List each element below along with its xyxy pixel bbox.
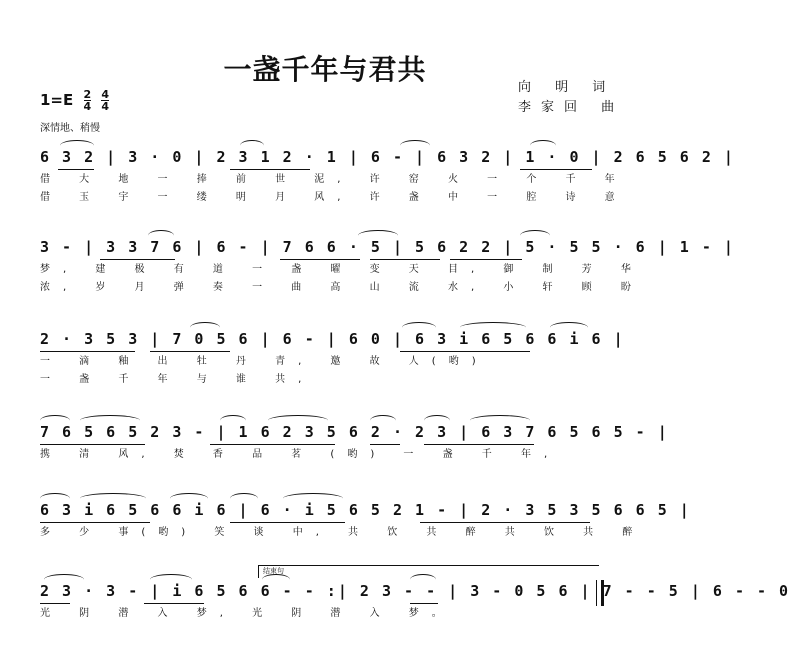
volta-label: 结束句: [263, 567, 284, 575]
final-barline: [596, 580, 604, 606]
staff-line: [40, 415, 669, 445]
score-row-3: [40, 322, 625, 388]
composer-credit: 李家回 曲: [518, 100, 625, 115]
key-label: 1=E: [40, 91, 74, 109]
lyricist-credit: 向 明 词: [518, 80, 616, 95]
staff-line: [40, 493, 691, 523]
time-signature-2: $\frac{4}{4}$: [101, 88, 110, 113]
staff-line: [40, 140, 735, 170]
jianpu-notes: 2 3 · 3 - | i 6 5 6 6 - - :| 2 3 - - | 3 - 0 5 6 | 7 - - 5 | 6 - - 0: [40, 582, 790, 600]
credits: [518, 78, 624, 118]
jianpu-notes: 6 3 2 | 3 · 0 | 2 3 1 2 · 1 | 6 - | 6 3 2 | 1 · 0 | 2 6 5 6 2 |: [40, 148, 735, 166]
lyric-verse-2: 浓, 岁 月 弹 奏 一 曲 高 山 流 水, 小 轩 顾 盼: [40, 282, 644, 293]
lyric-verse-2: 一 盏 千 年 与 谁 共,: [40, 374, 315, 385]
tempo-marking: 深情地、稍慢: [40, 123, 100, 134]
staff-line: [40, 322, 625, 352]
lyric-verse-1: 借 大 地 一 捧 前 世 泥, 许 窑 火 一 个 千 年: [40, 174, 628, 185]
jianpu-notes: 7 6 5 6 5 2 3 - | 1 6 2 3 5 6 2 · 2 3 | 6 3 7 6 5 6 5 - |: [40, 423, 669, 441]
staff-line: [40, 574, 790, 604]
lyric-verse-1: 光 阴 潜 入 梦, 光 阴 潜 入 梦。: [40, 608, 455, 619]
lyric-verse-1: 多 少 事(哟) 笑 谈 中, 共 饮 共 醉 共 饮 共 醉: [40, 527, 646, 538]
jianpu-notes: 3 - | 3 3 7 6 | 6 - | 7 6 6 · 5 | 5 6 2 2 | 5 · 5 5 · 6 | 1 - |: [40, 238, 735, 256]
staff-line: [40, 230, 735, 260]
key-signature: [40, 89, 109, 112]
lyric-verse-1: 携 清 风, 焚 香 品 茗 (哟) 一 盏 千 年,: [40, 449, 561, 460]
jianpu-notes: 2 · 3 5 3 | 7 0 5 6 | 6 - | 6 0 | 6 3 i 6 5 6 6 i 6 |: [40, 330, 625, 348]
score-row-5: [40, 493, 691, 541]
song-title: 一盏千年与君共: [223, 53, 427, 86]
lyric-verse-1: 一 滴 釉 出 牡 丹 青, 邀 故 人(哟): [40, 356, 489, 367]
score-row-4: [40, 415, 669, 463]
lyric-verse-1: 梦, 建 极 有 道 一 盏 曜 变 天 目, 御 制 芳 华: [40, 264, 644, 275]
score-row-6: [40, 574, 790, 622]
jianpu-notes: 6 3 i 6 5 6 6 i 6 | 6 · i 5 6 5 2 1 - | 2 · 3 5 3 5 6 6 5 |: [40, 501, 691, 519]
time-signature-1: $\frac{2}{4}$: [83, 88, 92, 113]
score-row-2: [40, 230, 735, 296]
score-row-1: [40, 140, 735, 206]
lyric-verse-2: 借 玉 宇 一 缕 明 月 风, 许 盏 中 一 腔 诗 意: [40, 192, 628, 203]
